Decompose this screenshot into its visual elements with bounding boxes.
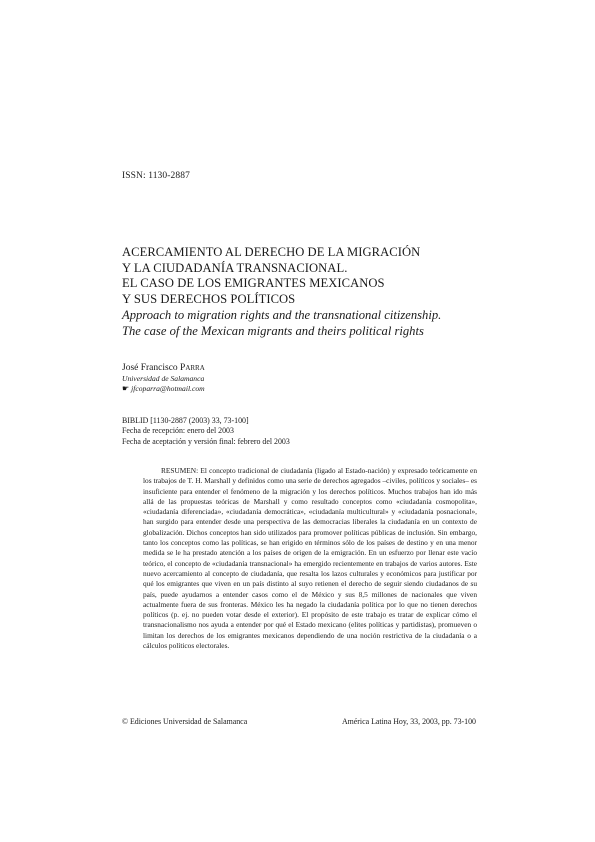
english-title-line: Approach to migration rights and the transnational citizenship. xyxy=(122,307,442,322)
biblid-line: BIBLID [1130-2887 (2003) 33, 73-100] xyxy=(122,416,249,425)
abstract-text: RESUMEN: El concepto tradicional de ciudadanía (ligado al Estado-nación) y expresado teóricamente en los trabajos de T. H. Marshall y definidos como una serie de derechos agregados –civiles, políticos y sociales– es insuficiente para entender el fenómeno de la migración y los derechos políticos. Muchos trabajos han ido más allá de las propuestas teóricas de Marshall y como resultado conceptos como «ciudadanía cosmopolita», «ciudadanía diferenciada», «ciudadanía democrática», «ciudadanía multicultural» y «ciudadanía posnacional», han surgido para entender desde una perspectiva de las democracias liberales la ciudadanía en un contexto de globalización. Dichos conceptos han sido utilizados para promover políticas públicas de inclusión. Sin embargo, tanto los conceptos como las políticas, se han erigido en términos sólo de los países de destino y en una menor medida se le ha prestado atención a los países de origen de la emigración. En un esfuerzo por llenar este vacío teórico, el concepto de «ciudadanía transnacional» ha emergido recientemente en trabajos de varios autores. Este nuevo acercamiento al concepto de ciudadanía, que resalta los lazos culturales y económicos para justificar por qué los emigrantes que viven en un país distinto al suyo retienen el derecho de seguir siendo ciudadanos de su país, puede ayudarnos a entender casos como el de México y sus 8,5 millones de nacionales que viven actualmente fuera de sus fronteras. México les ha negado la ciudadanía política por lo que no tienen derechos políticos (p. ej. no pueden votar desde el exterior). El propósito de este trabajo es tratar de explicar cómo el transnacionalismo nos ayuda a entender por qué el Estado mexicano (elites políticas y partidistas), promueven o limitan los derechos de los emigrantes mexicanos dependiendo de una noción restrictiva de la ciudadanía o a cálculos políticos electorales. xyxy=(143,466,477,651)
english-title-line: The case of the Mexican migrants and theirs political rights xyxy=(122,323,424,338)
article-title-block xyxy=(122,245,482,339)
article-title-line: ACERCAMIENTO AL DERECHO DE LA MIGRACIÓN xyxy=(122,245,421,259)
author-email[interactable]: jfcoparra@hotmail.com xyxy=(131,384,205,393)
article-title-line: EL CASO DE LOS EMIGRANTES MEXICANOS xyxy=(122,276,385,291)
acceptance-date: Fecha de aceptación y versión final: febrero del 2003 xyxy=(122,436,290,446)
pointing-hand-icon: ☛ xyxy=(122,384,130,393)
issn-number: ISSN: 1130-2887 xyxy=(122,171,190,181)
article-title-line: Y LA CIUDADANÍA TRANSNACIONAL. xyxy=(122,260,348,275)
author-affiliation: Universidad de Salamanca xyxy=(122,374,205,383)
author-name xyxy=(122,362,205,374)
author-email-line xyxy=(122,384,205,394)
reception-date: Fecha de recepción: enero del 2003 xyxy=(122,426,234,436)
bibliographic-info xyxy=(122,416,290,447)
article-title-line: Y SUS DERECHOS POLÍTICOS xyxy=(122,292,296,307)
publisher-copyright: © Ediciones Universidad de Salamanca xyxy=(122,717,248,726)
author-given-names: José Francisco xyxy=(122,363,181,373)
author-block xyxy=(122,362,205,394)
journal-citation: América Latina Hoy, 33, 2003, pp. 73-100 xyxy=(341,717,476,726)
author-surname: Parra xyxy=(180,363,205,373)
